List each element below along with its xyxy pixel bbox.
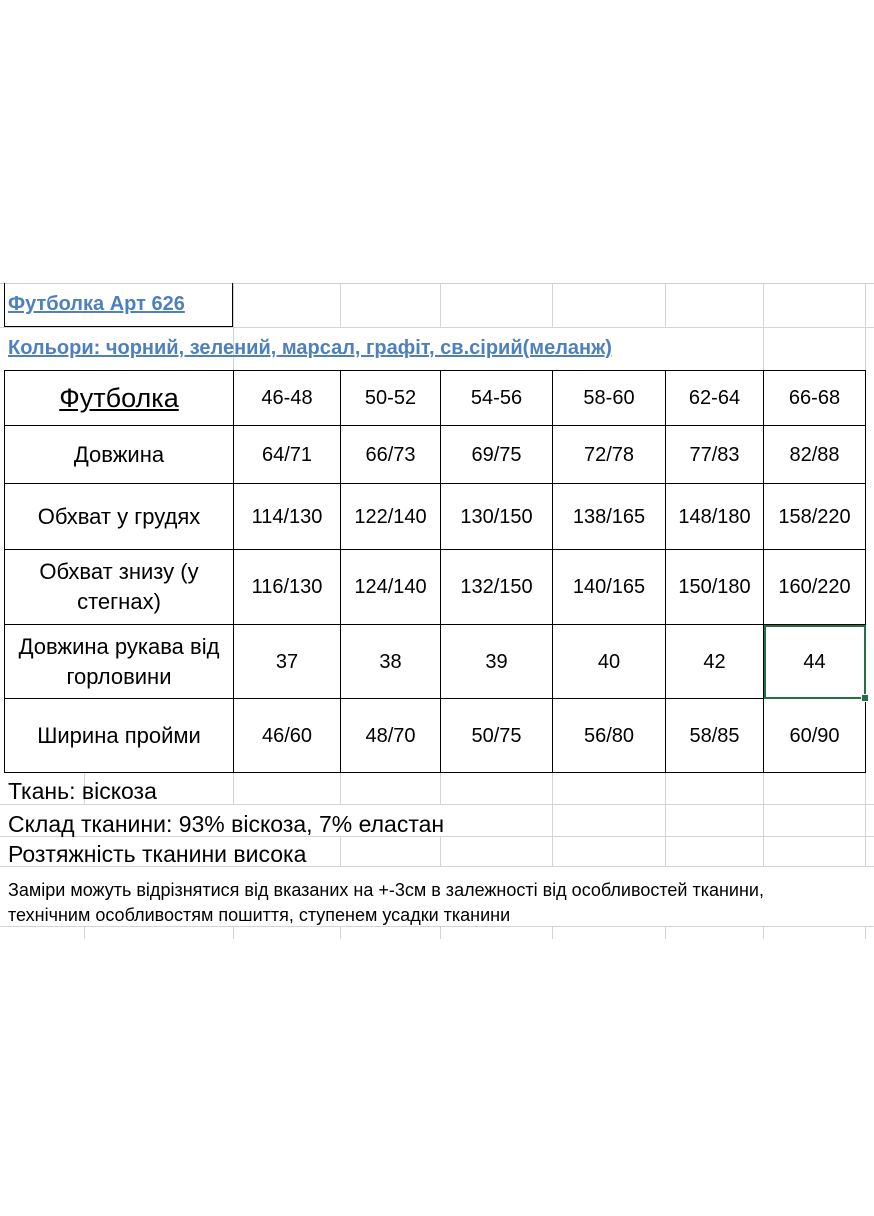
composition-note[interactable]: Склад тканини: 93% віскоза, 7% еластан [8,811,445,837]
gridline [665,926,666,939]
table-cell[interactable]: 46/60 [234,699,341,773]
table-cell[interactable]: 140/165 [553,550,666,625]
gridline [552,772,553,866]
size-table [4,370,866,773]
size-cell[interactable]: 62-64 [666,371,764,426]
table-cell[interactable]: 77/83 [666,426,764,484]
stretch-note[interactable]: Розтяжність тканини висока [8,841,307,867]
selected-cell[interactable] [764,625,866,699]
fabric-note[interactable]: Ткань: віскоза [8,778,157,804]
table-row [5,699,866,773]
table-cell[interactable]: 40 [553,625,666,699]
table-cell[interactable]: 114/130 [234,484,341,550]
row-label-sleeve[interactable]: Довжина рукава від горловини [5,625,234,699]
table-cell[interactable]: 64/71 [234,426,341,484]
size-header-row [5,371,866,426]
table-cell[interactable]: 160/220 [764,550,866,625]
table-cell[interactable]: 37 [234,625,341,699]
gridline [440,283,441,327]
table-cell[interactable]: 138/165 [553,484,666,550]
colors-link[interactable]: Кольори: чорний, зелений, марсал, графіт, св.сірий(меланж) [8,337,612,359]
table-cell[interactable]: 66/73 [341,426,441,484]
table-cell[interactable]: 42 [666,625,764,699]
selected-cell-value: 44 [803,650,826,673]
table-cell[interactable]: 39 [441,625,553,699]
table-cell[interactable]: 50/75 [441,699,553,773]
table-cell[interactable]: 148/180 [666,484,764,550]
size-cell[interactable]: 54-56 [441,371,553,426]
table-row [5,484,866,550]
table-cell[interactable]: 58/85 [666,699,764,773]
table-cell[interactable]: 130/150 [441,484,553,550]
gridline [340,283,341,327]
size-cell[interactable]: 46-48 [234,371,341,426]
gridline [665,283,666,327]
table-cell[interactable]: 116/130 [234,550,341,625]
size-cell[interactable]: 50-52 [341,371,441,426]
table-cell[interactable]: 122/140 [341,484,441,550]
row-label-chest[interactable]: Обхват у грудях [5,484,234,550]
table-cell[interactable]: 60/90 [764,699,866,773]
gridline [440,772,441,804]
table-row [5,426,866,484]
spreadsheet-area [0,283,874,939]
table-cell[interactable]: 48/70 [341,699,441,773]
row-label-hips[interactable]: Обхват знизу (у стегнах) [5,550,234,625]
gridline [763,926,764,939]
title-link[interactable]: Футболка Арт 626 [8,293,185,315]
disclaimer-line-2: технічним особливостям пошиття, ступенем усадки тканини [8,905,511,925]
table-cell[interactable]: 69/75 [441,426,553,484]
table-cell[interactable]: 38 [341,625,441,699]
row-label-armhole[interactable]: Ширина пройми [5,699,234,773]
table-cell[interactable]: 150/180 [666,550,764,625]
row-label-length[interactable]: Довжина [5,426,234,484]
disclaimer-line-1[interactable]: Заміри можуть відрізнятися від вказаних на +-3см в залежності від особливостей тканини, [8,880,764,900]
gridline [0,327,874,328]
gridline [340,772,341,804]
gridline [865,926,866,939]
table-header-label[interactable]: Футболка [5,371,234,426]
table-cell[interactable]: 124/140 [341,550,441,625]
table-cell[interactable]: 56/80 [553,699,666,773]
gridline [552,283,553,327]
table-cell[interactable]: 82/88 [764,426,866,484]
size-cell[interactable]: 66-68 [764,371,866,426]
gridline [233,772,234,804]
gridline [665,772,666,866]
gridline [440,836,441,866]
table-row [5,550,866,625]
table-cell[interactable]: 72/78 [553,426,666,484]
gridline [865,772,866,866]
size-cell[interactable]: 58-60 [553,371,666,426]
table-cell[interactable]: 132/150 [441,550,553,625]
gridline [763,772,764,866]
table-cell[interactable]: 158/220 [764,484,866,550]
gridline [552,926,553,939]
fill-handle[interactable] [861,694,869,702]
table-row [5,625,866,699]
gridline [340,836,341,866]
